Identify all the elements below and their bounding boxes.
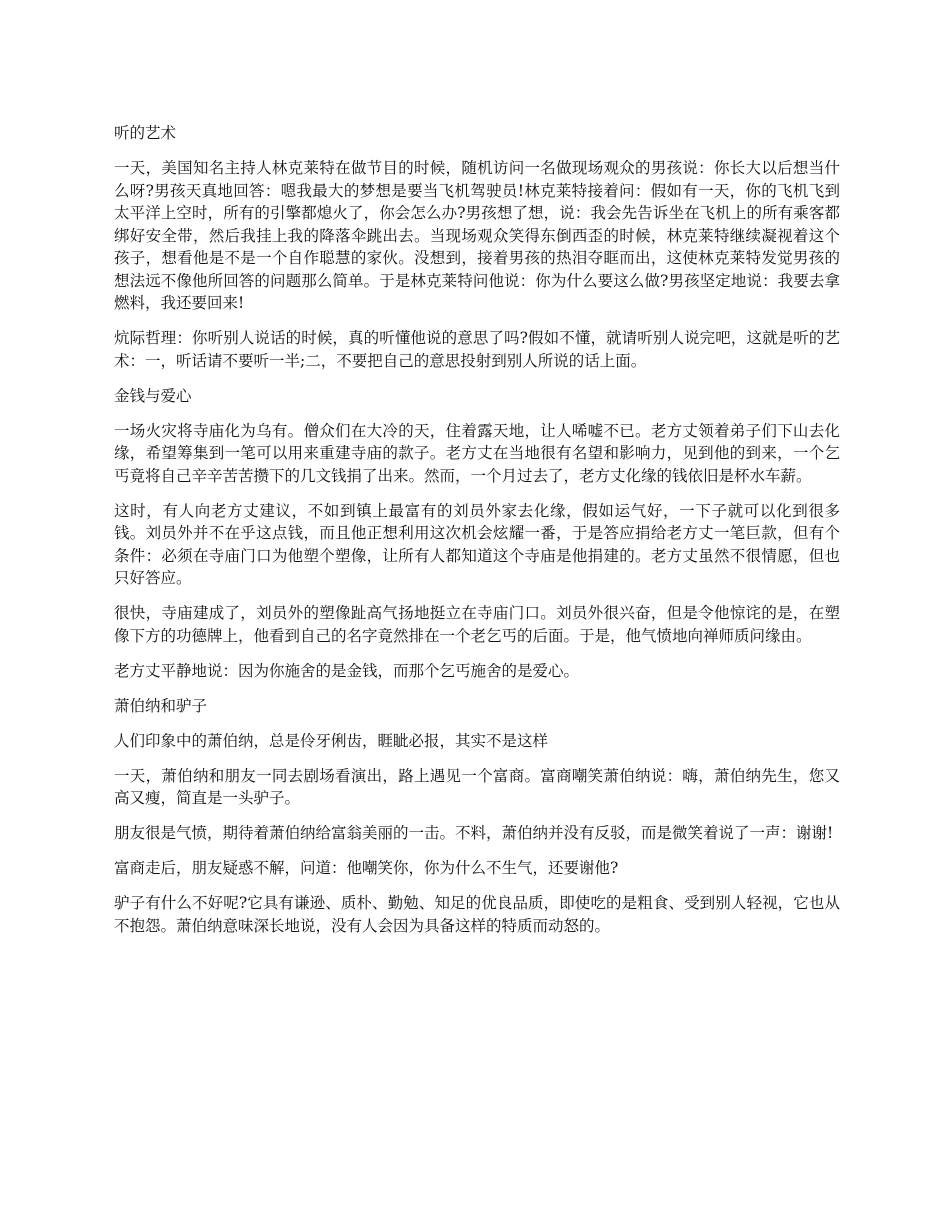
paragraph: 炕际哲理：你听别人说话的时候，真的听懂他说的意思了吗?假如不懂，就请听别人说完吧，这就是听的艺术：一，听话请不要听一半;二，不要把自己的意思投射到别人所说的话上面。 bbox=[114, 329, 840, 370]
paragraph: 很快，寺庙建成了，刘员外的塑像趾高气扬地挺立在寺庙门口。刘员外很兴奋，但是令他惊诧的是，在塑像下方的功德牌上，他看到自己的名字竟然排在一个老乞丐的后面。于是，他气愤地向禅师质问缘由。 bbox=[114, 604, 840, 645]
section-title-art-of-listening: 听的艺术 bbox=[114, 124, 177, 142]
document-body bbox=[114, 122, 840, 950]
section-title-money-and-love: 金钱与爱心 bbox=[114, 386, 192, 405]
paragraph: 老方丈平静地说：因为你施舍的是金钱，而那个乞丐施舍的是爱心。 bbox=[114, 661, 580, 680]
paragraph: 富商走后，朋友疑惑不解，问道：他嘲笑你，你为什么不生气，还要谢他? bbox=[114, 859, 619, 877]
paragraph: 驴子有什么不好呢?它具有谦逊、质朴、勤勉、知足的优良品质，即使吃的是粗食、受到别人轻视，它也从不抱怨。萧伯纳意味深长地说，没有人会因为具备这样的特质而动怒的。 bbox=[114, 894, 840, 935]
paragraph: 一场火灾将寺庙化为乌有。僧众们在大冷的天，住着露天地，让人唏嘘不已。老方丈领着弟子们下山去化缘，希望筹集到一笔可以用来重建寺庙的款子。老方丈在当地很有名望和影响力，见到他的到来，一个乞丐竟将自己辛辛苦苦攒下的几文钱捐了出来。然而，一个月过去了，老方丈化缘的钱依旧是杯水车薪。 bbox=[114, 421, 840, 485]
paragraph: 一天，美国知名主持人林克莱特在做节目的时候，随机访问一名做现场观众的男孩说：你长大以后想当什么呀?男孩天真地回答：嗯我最大的梦想是要当飞机驾驶员!林克莱特接着问：假如有一天，你的飞机飞到太平洋上空时，所有的引擎都熄火了，你会怎么办?男孩想了想，说：我会先告诉坐在飞机上的所有乘客都绑好安全带，然后我挂上我的降落伞跳出去。当现场观众笑得东倒西歪的时候，林克莱特继续凝视着这个孩子，想看他是不是一个自作聪慧的家伙。没想到，接着男孩的热泪夺眶而出，这使林克莱特发觉男孩的想法远不像他所回答的问题那么简单。于是林克莱特问他说：你为什么要这么做?男孩坚定地说：我要去拿燃料，我还要回来! bbox=[114, 159, 840, 312]
paragraph: 一天，萧伯纳和朋友一同去剧场看演出，路上遇见一个富商。富商嘲笑萧伯纳说：嗨，萧伯纳先生，您又高又瘦，简直是一头驴子。 bbox=[114, 766, 840, 807]
paragraph: 人们印象中的萧伯纳，总是伶牙俐齿，睚眦必报，其实不是这样 bbox=[114, 731, 549, 750]
paragraph: 朋友很是气愤，期待着萧伯纳给富翁美丽的一击。不料，萧伯纳并没有反驳，而是微笑着说了一声：谢谢! bbox=[114, 824, 834, 842]
section-title-shaw-and-donkey: 萧伯纳和驴子 bbox=[114, 696, 208, 715]
paragraph: 这时，有人向老方丈建议，不如到镇上最富有的刘员外家去化缘，假如运气好，一下子就可以化到很多钱。刘员外并不在乎这点钱，而且他正想利用这次机会炫耀一番，于是答应捐给老方丈一笔巨款，但有个条件：必须在寺庙门口为他塑个塑像，让所有人都知道这个寺庙是他捐建的。老方丈虽然不很情愿，但也只好答应。 bbox=[114, 501, 840, 587]
